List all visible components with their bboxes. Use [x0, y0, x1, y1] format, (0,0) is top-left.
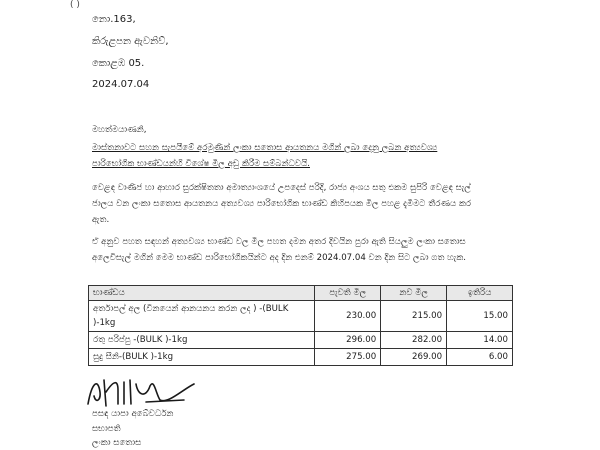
body-paragraph-2 [92, 234, 540, 266]
row-saving: 14.00 [447, 332, 513, 349]
signature-image [84, 374, 204, 410]
row-saving: 15.00 [447, 301, 513, 332]
body-paragraph-2-line-1: ඒ අනුව පහත සඳහන් අත්‍යවශ්‍ය භාණ්ඩ වල මිල පහත දමන අතර දිවයින පුරා ඇති සියලුම ලංකා සතොස [92, 237, 466, 247]
header-old-price: පැවති මිල [315, 286, 381, 301]
table-row [89, 332, 513, 349]
address-line-1: නො.163, [92, 14, 136, 25]
table-row [89, 301, 513, 332]
header-fragment: ( ) [70, 0, 80, 10]
signatory-title: සභාපති [92, 424, 121, 434]
row-new-price: 282.00 [381, 332, 447, 349]
body-paragraph-1 [92, 180, 540, 228]
row-saving: 6.00 [447, 349, 513, 366]
subject-line-1: මාස්තනාවට සහන සැපයීමේ අරමුණින් ලංකා සතොස ආයතනය මගින් ලබා දෙනු ලබන අත්‍යවශ්‍ය [92, 143, 438, 153]
header-item: භාණ්ඩය [89, 286, 315, 301]
price-table-header-row [89, 286, 513, 301]
row-item: සුදු සීනි-(BULK )-1kg [89, 349, 315, 366]
row-new-price: 215.00 [381, 301, 447, 332]
row-old-price: 275.00 [315, 349, 381, 366]
price-table [88, 285, 513, 366]
header-saving: ඉතිරිය [447, 286, 513, 301]
signatory-name: පසඳ යාපා අබේවර්ධන [92, 409, 174, 419]
row-item: අර්තාපල් අල (විනයෙන් ආනයනය කරන ලද ) -(BULK )-1kg [89, 301, 315, 332]
body-paragraph-1-line-1: වෙළඳ වාණිජ හා ආහාර සුරක්ෂිතතා අමාත්‍යාංශයේ උපදෙස් පරිදි, රාජ්‍ය අංශය සතු එකම සුපිරි වෙළඳ සැල් [92, 183, 471, 193]
body-paragraph-2-line-2: අලෙවිසැල් මගින් මෙම භාණ්ඩ පාරිභෝගිකයින්ට අද දින එනම් 2024.07.04 වන දින සිට ලබා ගත හැක. [92, 253, 467, 263]
body-paragraph-1-line-3: ඇත. [92, 215, 110, 225]
subject-line [92, 140, 540, 172]
signatory-org: ලංකා සතොස [92, 438, 142, 448]
subject-line-2: පාරිභෝගික භාණ්ඩයන්හි විශේෂ මිල අඩු කිරීම සම්බන්ධවයි. [92, 159, 310, 169]
header-new-price: නව මිල [381, 286, 447, 301]
row-item: රතු පරිප්පු -(BULK )-1kg [89, 332, 315, 349]
row-new-price: 269.00 [381, 349, 447, 366]
address-line-3: කොළඹ 05. [92, 58, 145, 69]
row-old-price: 296.00 [315, 332, 381, 349]
address-line-2: කිරුළපන ඇවනිව්, [92, 36, 169, 47]
row-old-price: 230.00 [315, 301, 381, 332]
table-row [89, 349, 513, 366]
letter-date: 2024.07.04 [92, 79, 150, 90]
body-paragraph-1-line-2: ජාලය වන ලංකා සතොස ආයතනය අත්‍යවශ්‍ය පාරිභෝගික භාණ්ඩ කිහිපයක මිල පහළ දැමීමට තීරණය කර [92, 199, 472, 209]
salutation: මහත්මයාණනි, [92, 125, 147, 135]
